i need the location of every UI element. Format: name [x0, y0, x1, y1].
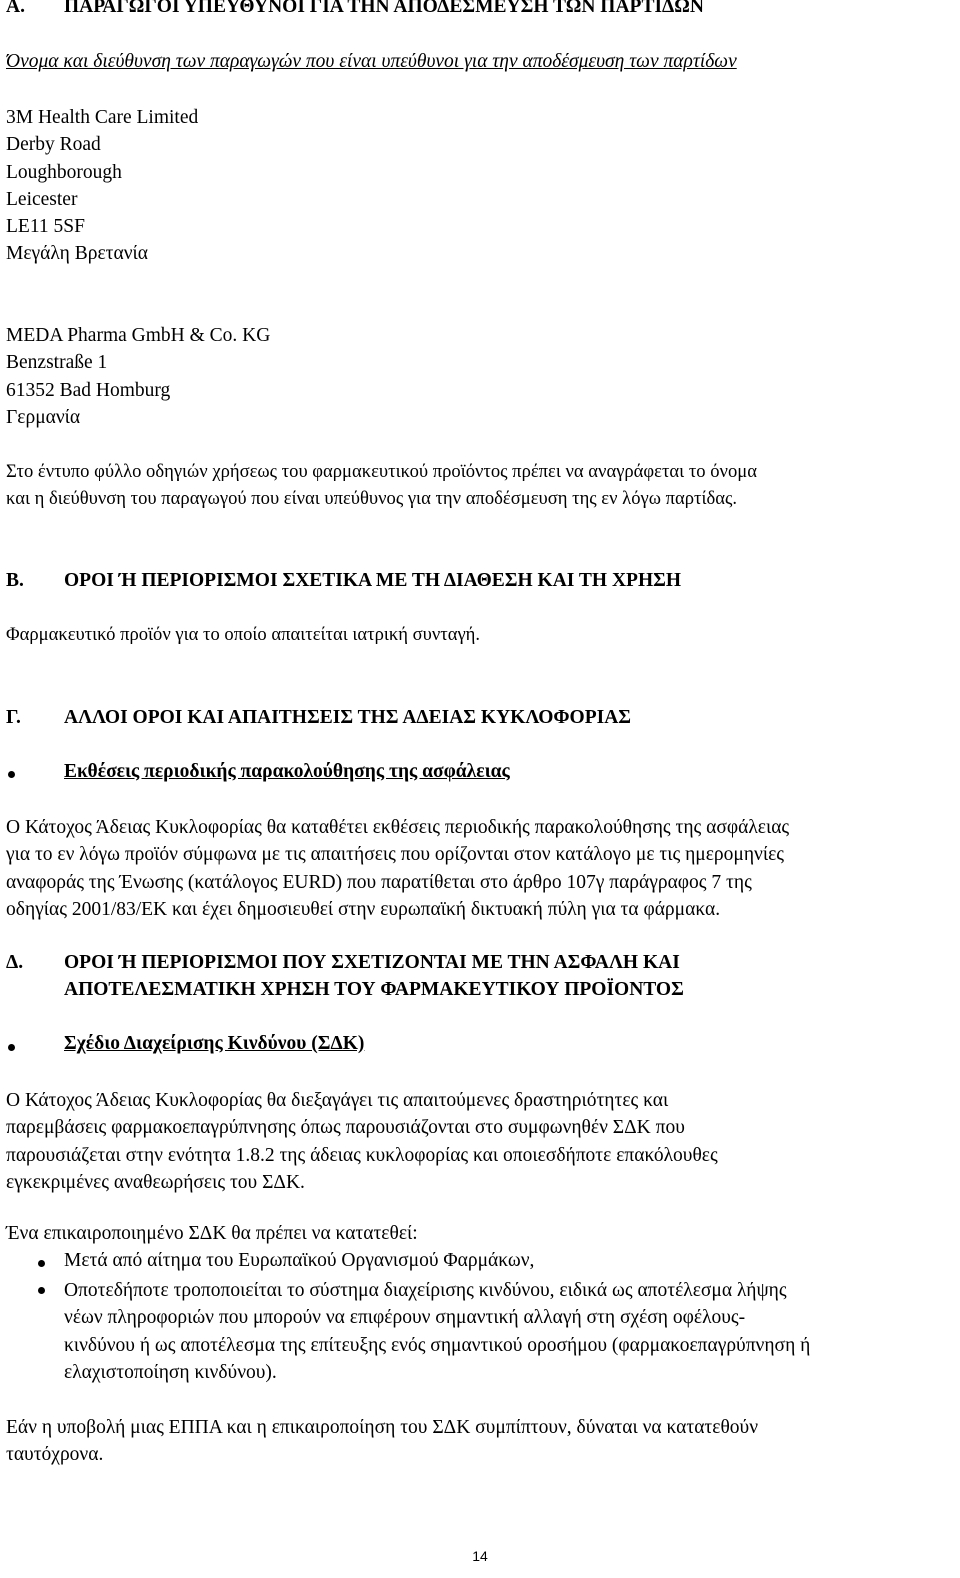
- section-a-subtitle: Όνομα και διεύθυνση των παραγωγών που είναι υπεύθυνοι για την αποδέσμευση των παρτίδων: [6, 51, 737, 72]
- paragraph-line: Ο Κάτοχος Άδειας Κυκλοφορίας θα διεξαγάγει τις απαιτούμενες δραστηριότητες και: [6, 1090, 669, 1111]
- paragraph-line: παρουσιάζεται στην ενότητα 1.8.2 της άδειας κυκλοφορίας και οποιεσδήποτε επακόλουθες: [6, 1144, 718, 1166]
- section-a-letter: A.: [6, 0, 25, 17]
- section-b-text: Φαρμακευτικό προϊόν για το οποίο απαιτείται ιατρική συνταγή.: [6, 624, 481, 645]
- manufacturer-1-address: [6, 104, 198, 268]
- manufacturer-1-line: Loughborough: [6, 161, 122, 183]
- item-line: κινδύνου ή ως αποτέλεσμα της επίτευξης ενός σημαντικού οροσήμου (φαρμακοεπαγρύπνηση ή: [64, 1334, 811, 1356]
- rmp-update-item-1: Μετά από αίτημα του Ευρωπαϊκού Οργανισμού Φαρμάκων,: [64, 1250, 535, 1271]
- manufacturer-1-line: Μεγάλη Βρετανία: [6, 243, 148, 265]
- paragraph-line: αναφοράς της Ένωσης (κατάλογος EURD) που παρατίθεται στο άρθρο 107γ παράγραφος 7 της: [6, 871, 752, 893]
- item-line: νέων πληροφοριών που μπορούν να επιφέρουν σημαντική αλλαγή στη σχέση οφέλους-: [64, 1307, 746, 1329]
- manufacturer-2-line: Benzstraße 1: [6, 352, 108, 374]
- section-a-note: [6, 458, 757, 513]
- page-number: 14: [472, 1548, 488, 1564]
- manufacturer-1-line: LE11 5SF: [6, 216, 85, 238]
- manufacturer-2-line: Γερμανία: [6, 406, 81, 428]
- bullet-icon: [8, 771, 15, 778]
- manufacturer-1-line: Derby Road: [6, 134, 101, 156]
- section-d-title-line-1: ΟΡΟΙ Ή ΠΕΡΙΟΡΙΣΜΟΙ ΠΟΥ ΣΧΕΤΙΖΟΝΤΑΙ ΜΕ ΤΗΝ ΑΣΦΑΛΗ ΚΑΙ: [64, 952, 680, 973]
- closing-paragraph: [6, 1414, 758, 1469]
- paragraph-line: για το εν λόγω προϊόν σύμφωνα με τις απαιτήσεις που ορίζονται στον κατάλογο με τις ημερομηνίες: [6, 844, 785, 866]
- bullet-icon: [8, 1044, 15, 1051]
- paragraph-line: παρεμβάσεις φαρμακοεπαγρύπνησης όπως παρουσιάζονται στο συμφωνηθέν ΣΔΚ που: [6, 1117, 685, 1139]
- rmp-update-item-2: [64, 1277, 810, 1386]
- psur-paragraph: [6, 814, 789, 923]
- section-d-letter: Δ.: [6, 952, 24, 973]
- item-line: Οποτεδήποτε τροποποιείται το σύστημα διαχείρισης κινδύνου, ειδικά ως αποτέλεσμα λήψης: [64, 1280, 787, 1301]
- paragraph-line: Ο Κάτοχος Άδειας Κυκλοφορίας θα καταθέτει εκθέσεις περιοδικής παρακολούθησης της ασφάλειας: [6, 817, 790, 838]
- section-b-title: ΟΡΟΙ Ή ΠΕΡΙΟΡΙΣΜΟΙ ΣΧΕΤΙΚΑ ΜΕ ΤΗ ΔΙΑΘΕΣΗ ΚΑΙ ΤΗ ΧΡΗΣΗ: [64, 570, 682, 591]
- section-c-title: ΑΛΛΟΙ ΟΡΟΙ ΚΑΙ ΑΠΑΙΤΗΣΕΙΣ ΤΗΣ ΑΔΕΙΑΣ ΚΥΚΛΟΦΟΡΙΑΣ: [64, 707, 632, 728]
- note-line: Στο έντυπο φύλλο οδηγιών χρήσεως του φαρμακευτικού προϊόντος πρέπει να αναγράφεται το όνομα: [6, 461, 757, 482]
- manufacturer-2-line: MEDA Pharma GmbH & Co. KG: [6, 325, 271, 346]
- rmp-update-intro: Ένα επικαιροποιημένο ΣΔΚ θα πρέπει να κατατεθεί:: [6, 1223, 418, 1244]
- section-a-title: ΠΑΡΑΓΩΓΟΙ ΥΠΕΥΘΥΝΟΙ ΓΙΑ ΤΗΝ ΑΠΟΔΕΣΜΕΥΣΗ ΤΩΝ ΠΑΡΤΙΔΩΝ: [64, 0, 704, 17]
- section-b-letter: B.: [6, 570, 24, 591]
- paragraph-line: εγκεκριμένες αναθεωρήσεις του ΣΔΚ.: [6, 1171, 305, 1193]
- closing-line: Εάν η υποβολή μιας ΕΠΠΑ και η επικαιροποίηση του ΣΔΚ συμπίπτουν, δύναται να κατατεθούν: [6, 1417, 759, 1438]
- closing-line: ταυτόχρονα.: [6, 1444, 104, 1466]
- psur-heading: Εκθέσεις περιοδικής παρακολούθησης της ασφάλειας: [64, 761, 510, 782]
- manufacturer-1-line: Leicester: [6, 188, 78, 210]
- manufacturer-2-address: [6, 322, 270, 431]
- note-line: και η διεύθυνση του παραγωγού που είναι υπεύθυνος για την αποδέσμευση της εν λόγω παρτίδας.: [6, 488, 737, 510]
- rmp-heading: Σχέδιο Διαχείρισης Κινδύνου (ΣΔΚ): [64, 1033, 365, 1054]
- item-line: ελαχιστοποίηση κινδύνου).: [64, 1361, 277, 1383]
- manufacturer-1-line: 3M Health Care Limited: [6, 107, 199, 128]
- paragraph-line: οδηγίας 2001/83/ΕΚ και έχει δημοσιευθεί στην ευρωπαϊκή δικτυακή πύλη για τα φάρμακα.: [6, 898, 721, 920]
- bullet-icon: [38, 1287, 45, 1294]
- section-d-title-line-2: ΑΠΟΤΕΛΕΣΜΑΤΙΚΗ ΧΡΗΣΗ ΤΟΥ ΦΑΡΜΑΚΕΥΤΙΚΟΥ ΠΡΟΪΟΝΤΟΣ: [64, 979, 684, 1000]
- manufacturer-2-line: 61352 Bad Homburg: [6, 379, 171, 401]
- bullet-icon: [38, 1260, 45, 1267]
- rmp-paragraph: [6, 1087, 718, 1196]
- section-c-letter: Γ.: [6, 707, 21, 728]
